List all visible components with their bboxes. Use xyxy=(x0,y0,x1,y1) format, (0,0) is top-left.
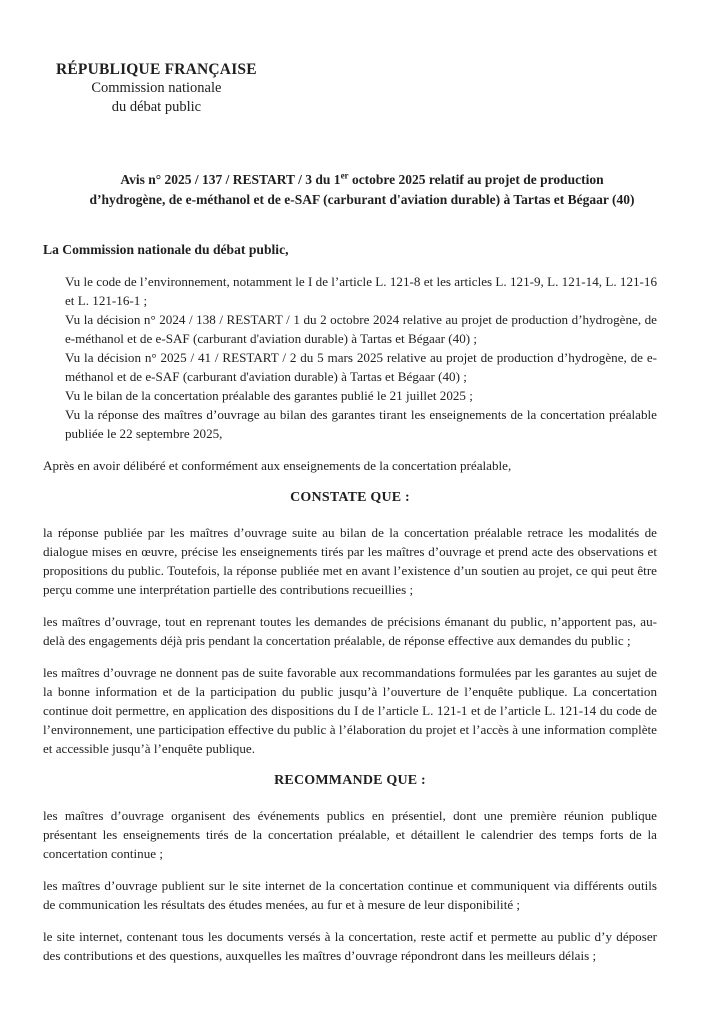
letterhead-republic: RÉPUBLIQUE FRANÇAISE xyxy=(56,61,257,78)
constate-paragraph: la réponse publiée par les maîtres d’ouvrage suite au bilan de la concertation préalable retrace les modalités de dialogue mises en œuvre, précise les enseignements tirés par les maîtres d’ouvrage et prend acte des observations et propositions du public. Toutefois, la réponse publiée met en avant l’existence d’un soutien au projet, ce qui peut être perçu comme une interprétation partielle des contributions recueillies ; xyxy=(43,525,657,597)
recommande-paragraph: le site internet, contenant tous les documents versés à la concertation, reste actif et permette au public d’y déposer des contributions et des questions, auxquelles les maîtres d’ouvrage répondront dans les meilleurs délais ; xyxy=(43,929,657,963)
recital-item: Vu le code de l’environnement, notamment le I de l’article L. 121-8 et les articles L. 121-9, L. 121-14, L. 121-16 et L. 121-16-1 ; xyxy=(65,274,657,308)
letterhead-org-line1: Commission nationale xyxy=(91,80,222,96)
salutation: La Commission nationale du débat public, xyxy=(43,242,289,257)
recommande-heading: RECOMMANDE QUE : xyxy=(274,773,426,788)
recommande-paragraph: les maîtres d’ouvrage organisent des événements publics en présentiel, dont une première réunion publique présentant les enseignements tirés de la concertation préalable, et détaillent le calendrier des temps forts de la concertation continue ; xyxy=(43,808,657,861)
recital-item: Vu la décision n° 2025 / 41 / RESTART / 2 du 5 mars 2025 relative au projet de production d’hydrogène, de e-méthanol et de e-SAF (carburant d'aviation durable) à Tartas et Bégaar (40) ; xyxy=(65,350,657,384)
recital-item: Vu le bilan de la concertation préalable des garantes publié le 21 juillet 2025 ; xyxy=(65,388,473,403)
recital-item: Vu la réponse des maîtres d’ouvrage au bilan des garantes tirant les enseignements de la concertation préalable publiée le 22 septembre 2025, xyxy=(65,407,657,441)
document-body xyxy=(43,240,657,965)
constate-paragraph: les maîtres d’ouvrage ne donnent pas de suite favorable aux recommandations formulées par les garantes au sujet de la bonne information et de la participation du public jusqu’à l’ouverture de l’enquête publique. La concertation continue doit permettre, en application des dispositions du I de l’article L. 121-1 et de l’article L. 121-14 du code de l’environnement, une participation effective du public à l’élaboration du projet et l’accès à une information complète et accessible jusqu’à l’enquête publique. xyxy=(43,665,657,756)
title-ordinal-superscript: er xyxy=(340,170,349,181)
recitals-block xyxy=(65,272,657,443)
document-title xyxy=(44,170,680,210)
recital-item: Vu la décision n° 2024 / 138 / RESTART / 1 du 2 octobre 2024 relative au projet de production d’hydrogène, de e-méthanol et de e-SAF (carburant d'aviation durable) à Tartas et Bégaar (40) ; xyxy=(65,312,657,346)
title-line2: d’hydrogène, de e-méthanol et de e-SAF (carburant d'aviation durable) à Tartas et Bégaar (40) xyxy=(89,192,635,207)
letterhead xyxy=(56,60,257,117)
deliberation-line: Après en avoir délibéré et conformément aux enseignements de la concertation préalable, xyxy=(43,458,512,473)
recommande-paragraph: les maîtres d’ouvrage publient sur le site internet de la concertation continue et communiquent via différents outils de communication les résultats des études menées, au fur et à mesure de leur disponibilité ; xyxy=(43,878,657,912)
constate-heading: CONSTATE QUE : xyxy=(290,490,410,505)
letterhead-org-line2: du débat public xyxy=(111,99,202,115)
title-line1-post: octobre 2025 relatif au projet de production xyxy=(348,172,604,187)
constate-paragraph: les maîtres d’ouvrage, tout en reprenant toutes les demandes de précisions émanant du public, n’apportent pas, au-delà des engagements déjà pris pendant la concertation préalable, de réponse effective aux demandes du public ; xyxy=(43,614,657,648)
title-line1-pre: Avis n° 2025 / 137 / RESTART / 3 du 1 xyxy=(120,172,341,187)
